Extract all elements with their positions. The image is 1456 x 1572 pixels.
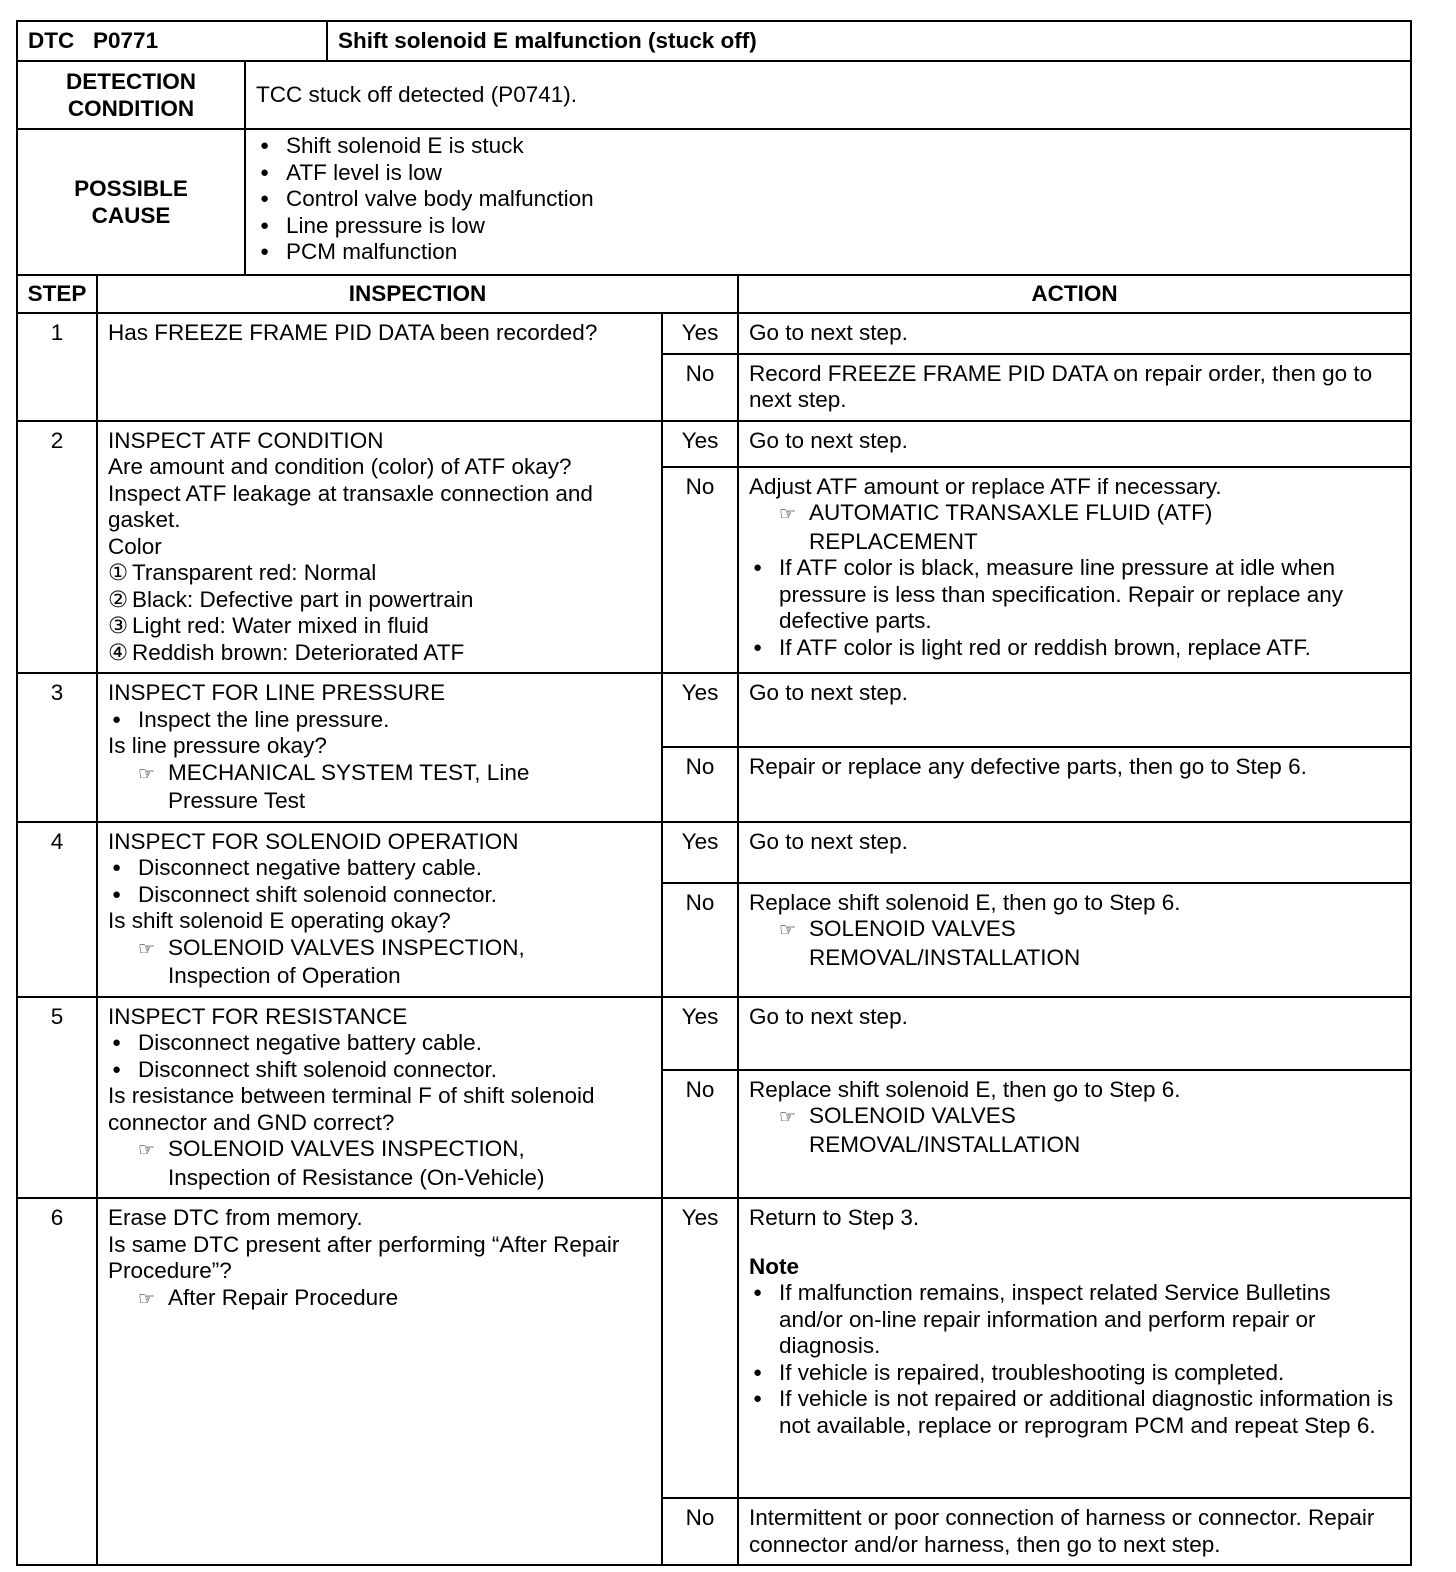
yes-label: Yes <box>662 673 738 747</box>
step-row <box>17 421 1411 467</box>
cause-item: ● Line pressure is low <box>256 213 1400 240</box>
step-inspection: INSPECT FOR SOLENOID OPERATION ● Disconnect negative battery cable. ● Disconnect shift solenoid connector. Is shift solenoid E operating okay? ☞ SOLENOID VALVES INSPECTION, Inspection of Operation <box>97 822 662 997</box>
cause-item: ● Shift solenoid E is stuck <box>256 133 1400 160</box>
reference-hand-icon: ☞ <box>138 1288 156 1310</box>
step-row <box>17 997 1411 1070</box>
no-label: No <box>662 1070 738 1198</box>
dtc-title-row <box>17 21 1411 61</box>
step-column-header: STEP <box>17 275 97 313</box>
yes-label: Yes <box>662 421 738 467</box>
reference-hand-icon: ☞ <box>779 504 797 526</box>
note-title: Note <box>749 1253 799 1279</box>
detection-row <box>17 61 1411 129</box>
bullet-item: ● If vehicle is repaired, troubleshooting is completed. <box>749 1360 1400 1387</box>
step-row <box>17 673 1411 747</box>
bullet-item: ● Disconnect shift solenoid connector. <box>108 882 651 909</box>
step-inspection: Erase DTC from memory. Is same DTC present after performing “After Repair Procedure”? ☞ After Repair Procedure <box>97 1198 662 1565</box>
action-column-header: ACTION <box>738 275 1411 313</box>
yes-label: Yes <box>662 822 738 883</box>
bullet-item: ● If vehicle is not repaired or additional diagnostic information is not available, replace or reprogram PCM and repeat Step 6. <box>749 1386 1400 1439</box>
bullet-item: ● Disconnect negative battery cable. <box>108 855 651 882</box>
no-action: Record FREEZE FRAME PID DATA on repair order, then go to next step. <box>738 354 1411 421</box>
dtc-troubleshooting-sheet <box>16 20 1412 1566</box>
no-label: No <box>662 467 738 673</box>
dtc-header-table <box>16 20 1412 62</box>
reference-hand-icon: ☞ <box>138 938 156 960</box>
cause-item: ● ATF level is low <box>256 160 1400 187</box>
dtc-label: DTC <box>28 27 75 53</box>
bullet-item: ● Disconnect shift solenoid connector. <box>108 1057 651 1084</box>
step-number: 3 <box>17 673 97 822</box>
no-label: No <box>662 883 738 997</box>
yes-label: Yes <box>662 313 738 354</box>
yes-label: Yes <box>662 997 738 1070</box>
bullet-item: ● Disconnect negative battery cable. <box>108 1030 651 1057</box>
detection-value: TCC stuck off detected (P0741). <box>245 61 1411 129</box>
step-row <box>17 313 1411 354</box>
step-number: 1 <box>17 313 97 421</box>
bullet-item: ● If ATF color is black, measure line pressure at idle when pressure is less than specification. Repair or replace any defective parts. <box>749 555 1400 635</box>
reference-hand-icon: ☞ <box>138 763 156 785</box>
no-action: Adjust ATF amount or replace ATF if necessary. ☞ AUTOMATIC TRANSAXLE FLUID (ATF) REPLACEMENT ● If ATF color is black, measure line pressure at idle when pressure is less than specification. Repair or replace any defective parts. ● If ATF color is light red or reddish brown, replace ATF. <box>738 467 1411 673</box>
reference-hand-icon: ☞ <box>779 1107 797 1129</box>
no-action: Replace shift solenoid E, then go to Step 6. ☞ SOLENOID VALVES REMOVAL/INSTALLATION <box>738 1070 1411 1198</box>
possible-cause-row <box>17 129 1411 275</box>
possible-cause-list <box>245 129 1411 275</box>
step-inspection: Has FREEZE FRAME PID DATA been recorded? <box>97 313 662 421</box>
bullet-item: ● If malfunction remains, inspect related Service Bulletins and/or on-line repair information and perform repair or diagnosis. <box>749 1280 1400 1360</box>
no-action: Replace shift solenoid E, then go to Step 6. ☞ SOLENOID VALVES REMOVAL/INSTALLATION <box>738 883 1411 997</box>
inspection-column-header: INSPECTION <box>97 275 738 313</box>
bullet-item: ● If ATF color is light red or reddish brown, replace ATF. <box>749 635 1400 662</box>
reference-hand-icon: ☞ <box>779 920 797 942</box>
no-action: Repair or replace any defective parts, then go to Step 6. <box>738 747 1411 821</box>
step-inspection: INSPECT ATF CONDITION Are amount and condition (color) of ATF okay? Inspect ATF leakage at transaxle connection and gasket. Color ① Transparent red: Normal ② Black: Defective part in powertrain ③ Light red: Water mixed in fluid ④ Reddish brown: Deteriorated ATF <box>97 421 662 674</box>
yes-action: Go to next step. <box>738 997 1411 1070</box>
dtc-code-cell <box>17 21 327 61</box>
step-inspection: INSPECT FOR LINE PRESSURE ● Inspect the line pressure. Is line pressure okay? ☞ MECHANICAL SYSTEM TEST, Line Pressure Test <box>97 673 662 822</box>
bullet-item: ● Inspect the line pressure. <box>108 707 651 734</box>
yes-action: Return to Step 3. Note ● If malfunction remains, inspect related Service Bulletins and/or on-line repair information and perform repair or diagnosis. ● If vehicle is repaired, troubleshooting is completed. ● If vehicle is not repaired or additional diagnostic information is not available, replace or reprogram PCM and repeat Step 6. <box>738 1198 1411 1498</box>
yes-action: Go to next step. <box>738 313 1411 354</box>
no-label: No <box>662 1498 738 1565</box>
dtc-title: Shift solenoid E malfunction (stuck off) <box>327 21 1411 61</box>
yes-action: Go to next step. <box>738 822 1411 883</box>
step-number: 4 <box>17 822 97 997</box>
no-label: No <box>662 354 738 421</box>
steps-table <box>16 274 1412 1566</box>
cause-item: ● PCM malfunction <box>256 239 1400 266</box>
condition-table <box>16 60 1412 276</box>
step-row <box>17 822 1411 883</box>
no-label: No <box>662 747 738 821</box>
dtc-code: P0771 <box>93 27 159 53</box>
step-inspection: INSPECT FOR RESISTANCE ● Disconnect negative battery cable. ● Disconnect shift solenoid connector. Is resistance between terminal F of shift solenoid connector and GND correct? ☞ SOLENOID VALVES INSPECTION, Inspection of Resistance (On-Vehicle) <box>97 997 662 1199</box>
yes-label: Yes <box>662 1198 738 1498</box>
yes-action: Go to next step. <box>738 673 1411 747</box>
yes-action: Go to next step. <box>738 421 1411 467</box>
detection-label: DETECTION CONDITION <box>17 61 245 129</box>
step-row <box>17 1198 1411 1498</box>
reference-hand-icon: ☞ <box>138 1140 156 1161</box>
step-number: 5 <box>17 997 97 1199</box>
step-number: 6 <box>17 1198 97 1565</box>
no-action: Intermittent or poor connection of harness or connector. Repair connector and/or harness, then go to next step. <box>738 1498 1411 1565</box>
possible-cause-label: POSSIBLE CAUSE <box>17 129 245 275</box>
cause-item: ● Control valve body malfunction <box>256 186 1400 213</box>
step-number: 2 <box>17 421 97 674</box>
column-header-row <box>17 275 1411 313</box>
